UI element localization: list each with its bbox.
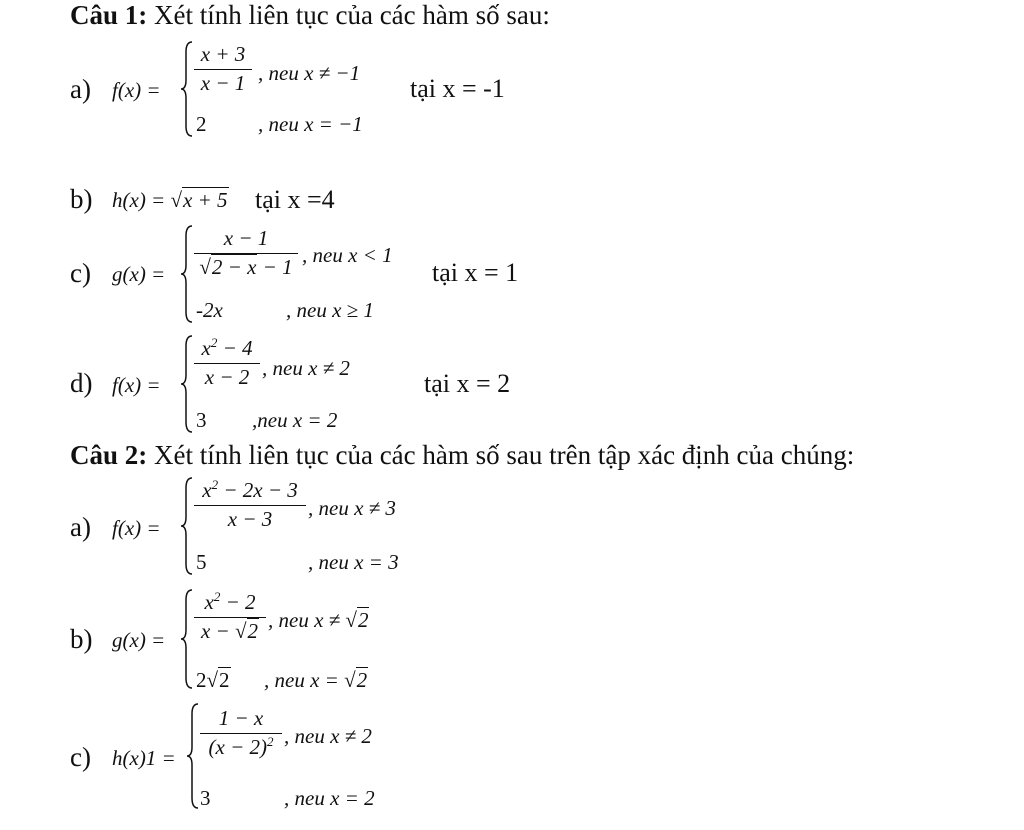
condition-2c-1: , neu x ≠ 2 bbox=[284, 724, 372, 748]
fraction-2b bbox=[194, 590, 266, 644]
denominator-1a: x − 1 bbox=[200, 71, 246, 95]
fraction-2a bbox=[194, 478, 306, 532]
numerator-2a: $x^2 - 2x - 3$ bbox=[202, 477, 298, 502]
question-2-heading bbox=[70, 440, 854, 471]
item-1a-lhs: f(x) = bbox=[112, 78, 161, 102]
item-1b-lhs: h(x) = √x + 5 bbox=[112, 188, 228, 212]
item-2c-lhs: h(x)1 = bbox=[112, 746, 176, 770]
value-1a-2: 2 bbox=[196, 112, 207, 136]
item-1c-label: c) bbox=[70, 258, 91, 288]
denominator-2a: x − 3 bbox=[227, 507, 273, 531]
condition-2c-2: , neu x = 2 bbox=[284, 786, 375, 810]
fraction-1c bbox=[194, 226, 298, 280]
denominator-1d: x − 2 bbox=[204, 365, 250, 389]
radicand-1b: x + 5 bbox=[183, 188, 228, 212]
item-2a-lhs: f(x) = bbox=[112, 516, 161, 540]
sqrt-icon: √ bbox=[234, 619, 247, 643]
denominator-1c: √2 − x − 1 bbox=[199, 255, 293, 279]
question-2-text: Xét tính liên tục của các hàm số sau trên tập xác định của chúng: bbox=[147, 440, 855, 470]
sqrt-icon: √ bbox=[170, 188, 183, 212]
sqrt-icon: √ bbox=[344, 668, 356, 692]
condition-2a-2: , neu x = 3 bbox=[308, 550, 399, 574]
value-2c-2: 3 bbox=[200, 786, 211, 810]
item-1d-label: d) bbox=[70, 368, 93, 398]
item-1b-label: b) bbox=[70, 184, 93, 214]
item-1d-lhs: f(x) = bbox=[112, 373, 161, 397]
value-2a-2: 5 bbox=[196, 550, 207, 574]
denominator-2b: x − √2 bbox=[200, 619, 259, 643]
value-1d-2: 3 bbox=[196, 408, 207, 432]
condition-2b-2: , neu x = √2 bbox=[264, 668, 368, 692]
question-1-text: Xét tính liên tục của các hàm số sau: bbox=[147, 0, 550, 30]
condition-1a-1: , neu x ≠ −1 bbox=[258, 61, 361, 85]
sqrt-icon: √ bbox=[345, 608, 357, 632]
denominator-2c: $(x - 2)^2$ bbox=[208, 734, 274, 759]
numerator-1a: x + 3 bbox=[200, 42, 246, 66]
item-1c-lhs: g(x) = bbox=[112, 262, 166, 286]
condition-1c-1: , neu x < 1 bbox=[302, 243, 393, 267]
sqrt-icon: √ bbox=[206, 668, 219, 692]
sqrt-icon: √ bbox=[199, 255, 211, 279]
condition-1d-1: , neu x ≠ 2 bbox=[262, 356, 350, 380]
at-point-1d: tại x = 2 bbox=[424, 369, 511, 398]
value-2b-2: 2√2 bbox=[196, 668, 230, 692]
numerator-1c: x − 1 bbox=[223, 226, 269, 250]
value-1c-2: -2x bbox=[196, 298, 223, 322]
fraction-1a bbox=[194, 42, 252, 96]
item-2a-label: a) bbox=[70, 512, 91, 542]
condition-2b-1: , neu x ≠ √2 bbox=[268, 608, 369, 632]
numerator-1d: $x^2 - 4$ bbox=[201, 335, 253, 360]
fraction-2c bbox=[200, 706, 282, 760]
question-1-title: Câu 1: bbox=[70, 0, 148, 30]
item-2b-label: b) bbox=[70, 624, 93, 654]
numerator-2b: $x^2 - 2$ bbox=[204, 589, 256, 614]
numerator-2c: 1 − x bbox=[218, 706, 264, 730]
at-point-1b: tại x =4 bbox=[255, 185, 335, 214]
condition-2a-1: , neu x ≠ 3 bbox=[308, 496, 396, 520]
condition-1c-2: , neu x ≥ 1 bbox=[286, 298, 374, 322]
question-2-title: Câu 2: bbox=[70, 440, 148, 470]
at-point-1a: tại x = -1 bbox=[410, 74, 505, 103]
condition-1a-2: , neu x = −1 bbox=[258, 112, 363, 136]
question-1-heading bbox=[70, 0, 550, 31]
item-1a-label: a) bbox=[70, 74, 91, 104]
condition-1d-2: ,neu x = 2 bbox=[252, 408, 338, 432]
at-point-1c: tại x = 1 bbox=[432, 258, 519, 287]
item-2c-label: c) bbox=[70, 742, 91, 772]
item-2b-lhs: g(x) = bbox=[112, 628, 166, 652]
fraction-1d bbox=[194, 336, 260, 390]
